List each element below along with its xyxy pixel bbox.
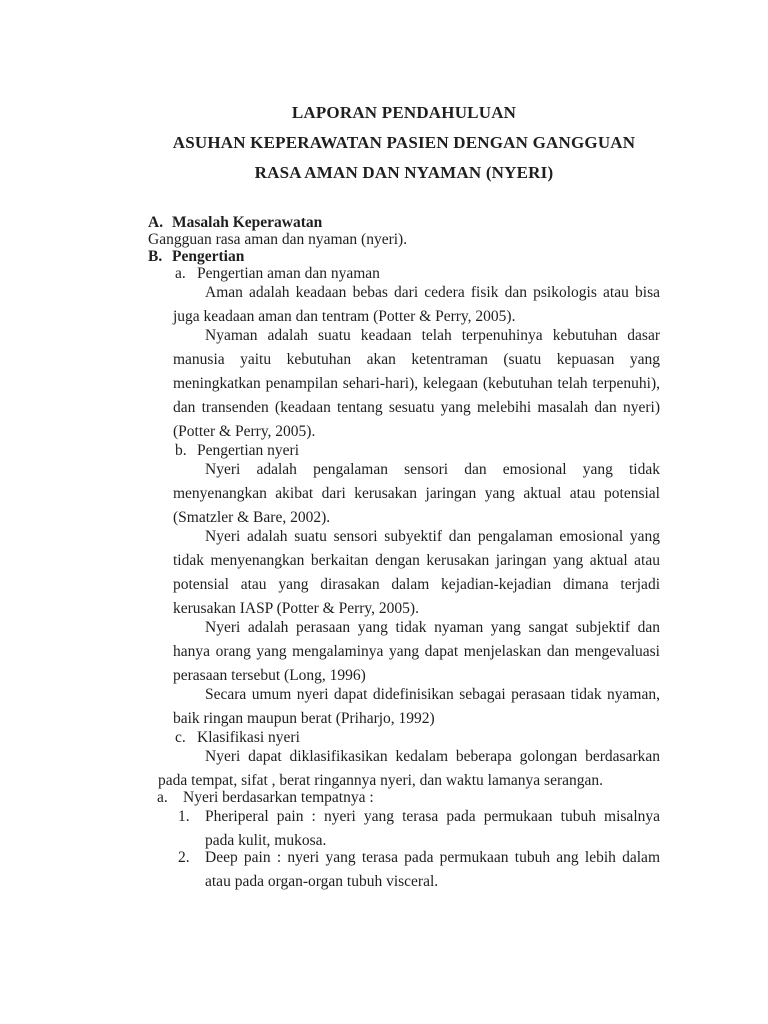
paragraph-line: (Potter & Perry, 2005). xyxy=(173,423,316,440)
section-heading xyxy=(148,214,660,231)
paragraph-line: (Smatzler & Bare, 2002). xyxy=(173,509,331,526)
list-marker: a. xyxy=(157,789,168,806)
paragraph-line: menyenangkan akibat dari kerusakan jaringan yang aktual atau potensial xyxy=(173,485,660,502)
paragraph-line: Nyeri adalah perasaan yang tidak nyaman yang sangat subjektif dan xyxy=(205,619,660,636)
paragraph-line: Nyeri adalah suatu sensori subyektif dan pengalaman emosional yang xyxy=(205,528,660,545)
paragraph-line: perasaan tersebut (Long, 1996) xyxy=(173,667,366,684)
paragraph-line: Nyeri adalah pengalaman sensori dan emosional yang tidak xyxy=(205,461,660,478)
line-text: Masalah Keperawatan xyxy=(172,214,323,231)
paragraph-line: Gangguan rasa aman dan nyaman (nyeri). xyxy=(148,231,408,248)
line-text: Nyeri berdasarkan tempatnya : xyxy=(183,789,374,806)
document-content xyxy=(148,98,660,890)
paragraph-line: tidak menyenangkan berkaitan dengan kerusakan jaringan yang aktual atau xyxy=(173,552,660,569)
title-line-2: ASUHAN KEPERAWATAN PASIEN DENGAN GANGGUAN xyxy=(172,133,636,152)
list-item xyxy=(157,789,660,806)
line-text: Klasifikasi nyeri xyxy=(197,729,300,746)
line-text: Pheriperal pain : nyeri yang terasa pada permukaan tubuh misalnya xyxy=(205,808,660,825)
list-marker: 2. xyxy=(178,849,190,866)
line-text: Pengertian xyxy=(172,248,245,265)
title-line-1: LAPORAN PENDAHULUAN xyxy=(291,103,517,122)
paragraph-line: pada kulit, mukosa. xyxy=(205,832,327,849)
numbered-list-item xyxy=(178,849,660,866)
paragraph-line: Nyeri dapat diklasifikasikan kedalam beberapa golongan berdasarkan xyxy=(205,748,660,765)
list-marker: 1. xyxy=(178,808,190,825)
section-heading xyxy=(148,248,660,265)
line-text: Deep pain : nyeri yang terasa pada permukaan tubuh ang lebih dalam xyxy=(205,849,660,866)
paragraph-line: potensial atau yang dirasakan dalam kejadian-kejadian dimana terjadi xyxy=(173,576,660,593)
paragraph-line: juga keadaan aman dan tentram (Potter & Perry, 2005). xyxy=(173,308,516,325)
paragraph-line: dan transenden (keadaan tentang sesuatu yang melebihi masalah dan nyeri) xyxy=(173,399,660,416)
list-item xyxy=(175,442,660,459)
numbered-list-item xyxy=(178,808,660,825)
document-title xyxy=(148,98,660,188)
paragraph-line: manusia yaitu kebutuhan akan ketentraman (suatu kepuasan yang xyxy=(173,351,660,368)
paragraph-line: hanya orang yang mengalaminya yang dapat menjelaskan dan mengevaluasi xyxy=(173,643,660,660)
line-text: Pengertian aman dan nyaman xyxy=(197,265,380,282)
document-body xyxy=(148,214,660,890)
list-marker: b. xyxy=(175,442,187,459)
list-marker: a. xyxy=(175,265,186,282)
list-marker: B. xyxy=(148,248,163,265)
paragraph-line: kerusakan IASP (Potter & Perry, 2005). xyxy=(173,600,419,617)
title-line-3: RASA AMAN DAN NYAMAN (NYERI) xyxy=(254,163,554,182)
paragraph-line: Secara umum nyeri dapat didefinisikan sebagai perasaan tidak nyaman, xyxy=(205,686,660,703)
list-item xyxy=(175,729,660,746)
list-marker: c. xyxy=(175,729,186,746)
paragraph-line: meningkatkan penampilan sehari-hari), kelegaan (kebutuhan telah terpenuhi), xyxy=(173,375,660,392)
line-text: Pengertian nyeri xyxy=(197,442,300,459)
paragraph-line: atau pada organ-organ tubuh visceral. xyxy=(205,873,439,890)
paragraph-line: Aman adalah keadaan bebas dari cedera fisik dan psikologis atau bisa xyxy=(205,284,660,301)
list-marker: A. xyxy=(148,214,164,231)
paragraph-line: baik ringan maupun berat (Priharjo, 1992) xyxy=(173,710,435,727)
paragraph-line: Nyaman adalah suatu keadaan telah terpenuhinya kebutuhan dasar xyxy=(205,327,660,344)
paragraph-line: pada tempat, sifat , berat ringannya nyeri, dan waktu lamanya serangan. xyxy=(158,772,604,789)
list-item xyxy=(175,265,660,282)
